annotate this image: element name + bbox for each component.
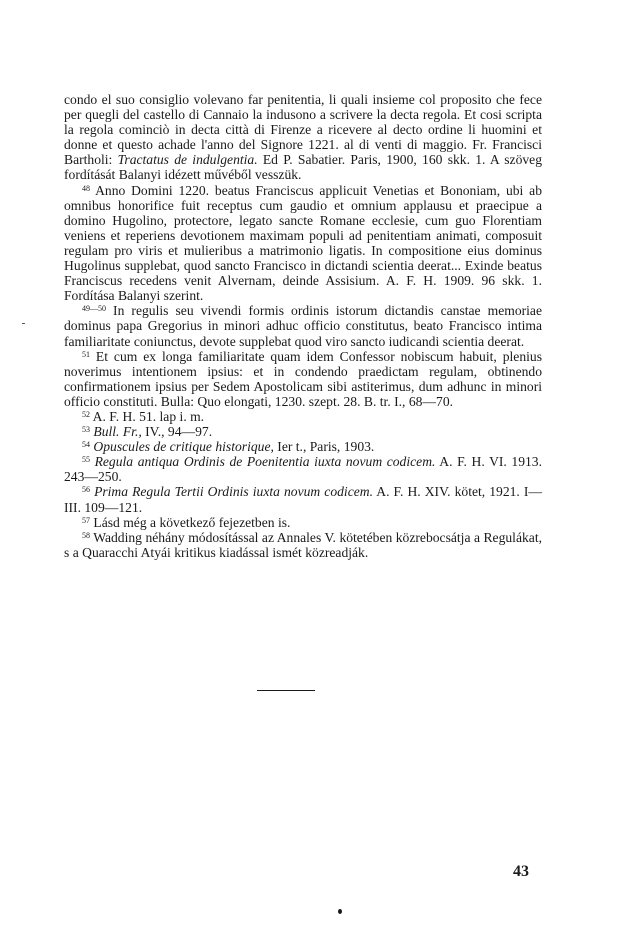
italic-title: Opuscules de critique historique,	[93, 439, 274, 455]
page-number: 43	[513, 863, 529, 880]
footnote-52	[64, 409, 542, 424]
footnote-48	[64, 183, 542, 304]
text-run: In regulis seu vivendi formis ordinis istorum dictandis canstae memoriae dominus papa Gregorius in minori adhuc officio constitutus, beato Francisco intima familiaritate coniunctus, devote supplebat quod viro sancto iudicandi scientia deerat.	[64, 303, 542, 349]
footnote-number: 53	[82, 425, 90, 435]
print-speck	[338, 909, 342, 914]
text-run: Et cum ex longa familiaritate quam idem Confessor nobiscum habuit, plenius noverimus intentionem ipsius: et in condendo praedictam regulam, obtinendo confirmationem ipsius per Sedem Apostolicam sibi astiterimus, dum adhunc in minori officio constituti. Bulla: Quo elongati, 1230. szept. 28. B. tr. I., 68—70.	[64, 348, 542, 409]
footnote-number: 57	[82, 515, 90, 525]
text-run: A. F. H. VI. 1913. 243—250.	[64, 454, 543, 485]
footnote-number: 49—50	[82, 304, 106, 314]
footnote-number: 52	[82, 409, 90, 419]
footnote-57	[64, 515, 542, 530]
footnote-number: 48	[82, 183, 90, 193]
footnote-number: 58	[82, 530, 90, 540]
text-run: Wadding néhány módosítással az Annales V. kötetében közrebocsátja a Regulákat, s a Quaracchi Atyái kritikus kiadással ismét közreadják.	[64, 529, 542, 560]
section-divider	[257, 690, 315, 691]
footnote-53	[64, 424, 542, 439]
text-run: Lásd még a következő fejezetben is.	[90, 514, 291, 530]
text-run: A. F. H. 51. lap i. m.	[90, 408, 205, 424]
footnote-number: 56	[82, 485, 90, 495]
margin-mark	[22, 323, 25, 324]
text-run: A. F. H. XIV. kötet, 1921. I—III. 109—121.	[64, 484, 542, 515]
text-run: IV., 94—97.	[141, 424, 213, 440]
italic-title: Tractatus de indulgentia.	[117, 152, 258, 168]
footnotes-body	[64, 92, 542, 560]
italic-title: Bull. Fr.,	[93, 424, 142, 440]
footnote-58	[64, 530, 542, 560]
footnote-number: 55	[82, 455, 90, 465]
text-run: Anno Domini 1220. beatus Franciscus applicuit Venetias et Bononiam, ubi ab omnibus honorifice fuit receptus cum gaudio et omnium applausu et praecipue a domino Hugolino, protectore, legato sancte Romane ecclesie, cum guo Florentiam veniens et reperiens devotionem maximam populi ad penitentiam animati, composuit regulam pro viris et mulieribus a matrimonio ligatis. In compositione eius dominus Hugolinus supplebat, quod sancto Francisco in dictandi scientia deerat... Exinde beatus Franciscus recedens venit Alvernam, deinde Assisium. A. F. H. 1909. 96 skk. 1. Fordítása Balanyi szerint.	[64, 182, 542, 304]
footnote-49-50	[64, 303, 542, 348]
footnote-number: 54	[82, 440, 90, 450]
footnote-51	[64, 349, 542, 409]
footnote-56	[64, 484, 542, 514]
text-run: Ier t., Paris, 1903.	[273, 439, 375, 455]
italic-title: Regula antiqua Ordinis de Poenitentia iuxta novum codicem.	[94, 454, 436, 470]
text-run: condo el suo consiglio volevano far penitentia, li quali insieme col proposito che fece per quegli del castello di Cannaio la indusono a scrivere la decta regola. Et cosi scripta la regola cominciò in decta città di Firenze a ricevere al decto ordine li huomini et donne et questo achade l'anno del Signore 1221. al di venti di maggio. Fr. Francisci Bartholi:	[64, 92, 542, 168]
text-run: Ed P. Sabatier. Paris, 1900, 160 skk. 1. A szöveg fordítását Balanyi idézett művéből vesszük.	[64, 152, 542, 183]
footnote-number: 51	[82, 349, 90, 359]
continued-paragraph	[64, 92, 542, 183]
footnote-55	[64, 454, 542, 484]
italic-title: Prima Regula Tertii Ordinis iuxta novum codicem.	[94, 484, 373, 500]
footnote-54	[64, 439, 542, 454]
